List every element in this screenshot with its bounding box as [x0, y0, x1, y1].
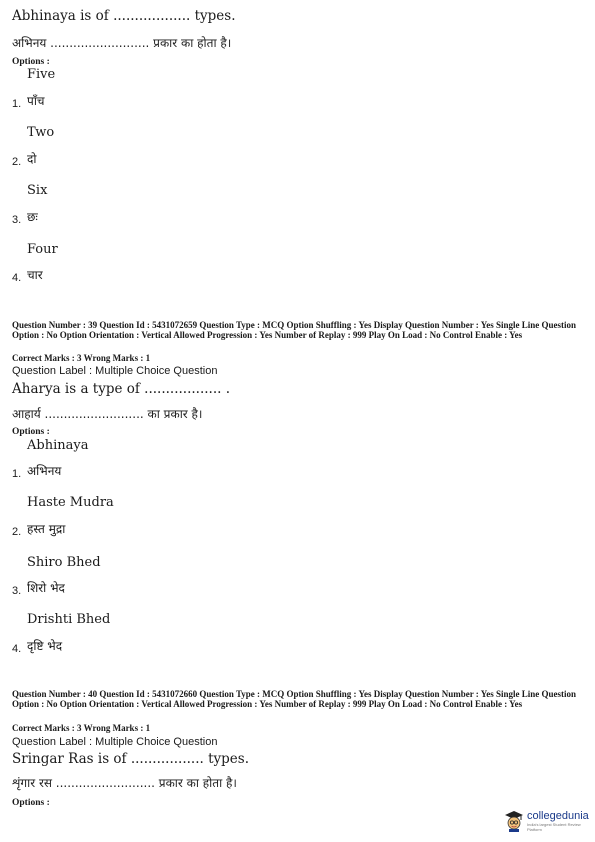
q38-option-2-number: 2. — [12, 156, 22, 168]
question-40-text-english: Sringar Ras is of ................. types. — [12, 751, 249, 767]
q39-option-3-hindi: शिरो भेद — [27, 581, 65, 595]
collegedunia-logo — [504, 810, 595, 832]
q38-option-3-english: Six — [27, 183, 48, 198]
question-39-text-hindi: आहार्य .......................... का प्रकार है। — [12, 407, 203, 421]
q38-option-4-number: 4. — [12, 272, 22, 284]
question-40-options-header: Options : — [12, 798, 50, 808]
q38-option-3-hindi: छः — [27, 210, 38, 224]
q39-option-1-hindi: अभिनय — [27, 464, 62, 478]
question-39-text-english: Aharya is a type of .................. . — [12, 381, 231, 397]
q39-option-3-english: Shiro Bhed — [27, 555, 101, 570]
question-39-label: Question Label : Multiple Choice Question — [12, 365, 218, 377]
q38-option-2-hindi: दो — [27, 152, 37, 166]
q39-option-4-number: 4. — [12, 643, 22, 655]
logo-tagline: India's largest Student Review Platform — [527, 821, 581, 832]
question-38-text-english: Abhinaya is of .................. types. — [12, 8, 236, 24]
question-38-text-hindi: अभिनय .......................... प्रकार का होता है। — [12, 36, 232, 50]
q38-option-4-hindi: चार — [27, 268, 43, 282]
logo-wordmark: collegedunia — [527, 809, 589, 822]
q39-option-1-number: 1. — [12, 468, 22, 480]
q39-option-1-english: Abhinaya — [27, 438, 89, 453]
q39-option-2-number: 2. — [12, 526, 22, 538]
question-39-options-header: Options : — [12, 427, 50, 437]
q38-option-3-number: 3. — [12, 214, 22, 226]
question-40-text-hindi: शृंगार रस .......................... प्रकार का होता है। — [12, 776, 237, 790]
q39-option-4-hindi: दृष्टि भेद — [27, 639, 63, 653]
q39-option-3-number: 3. — [12, 585, 22, 597]
question-39-marks: Correct Marks : 3 Wrong Marks : 1 — [12, 353, 151, 363]
q38-option-1-english: Five — [27, 67, 56, 82]
question-40-marks: Correct Marks : 3 Wrong Marks : 1 — [12, 723, 151, 733]
q39-option-2-hindi: हस्त मुद्रा — [27, 522, 66, 536]
q39-option-2-english: Haste Mudra — [27, 495, 114, 510]
graduate-mascot-icon — [504, 810, 524, 832]
q38-option-1-hindi: पाँच — [27, 94, 45, 108]
question-40-label: Question Label : Multiple Choice Question — [12, 736, 218, 748]
q38-option-4-english: Four — [27, 242, 58, 257]
question-38-options-header: Options : — [12, 57, 50, 67]
question-39-metadata: Question Number : 39 Question Id : 5431072659 Question Type : MCQ Option Shuffling : Yes Display Question Number : Yes Single Line Question Option : No Option Orientation : Vertical Allowed Progression : Yes Number of Replay : 999 Play On Load : No Control Enable : Yes — [12, 320, 576, 340]
question-40-metadata: Question Number : 40 Question Id : 5431072660 Question Type : MCQ Option Shuffling : Yes Display Question Number : Yes Single Line Question Option : No Option Orientation : Vertical Allowed Progression : Yes Number of Replay : 999 Play On Load : No Control Enable : Yes — [12, 689, 576, 709]
q38-option-1-number: 1. — [12, 98, 22, 110]
q39-option-4-english: Drishti Bhed — [27, 612, 111, 627]
q38-option-2-english: Two — [27, 125, 55, 140]
